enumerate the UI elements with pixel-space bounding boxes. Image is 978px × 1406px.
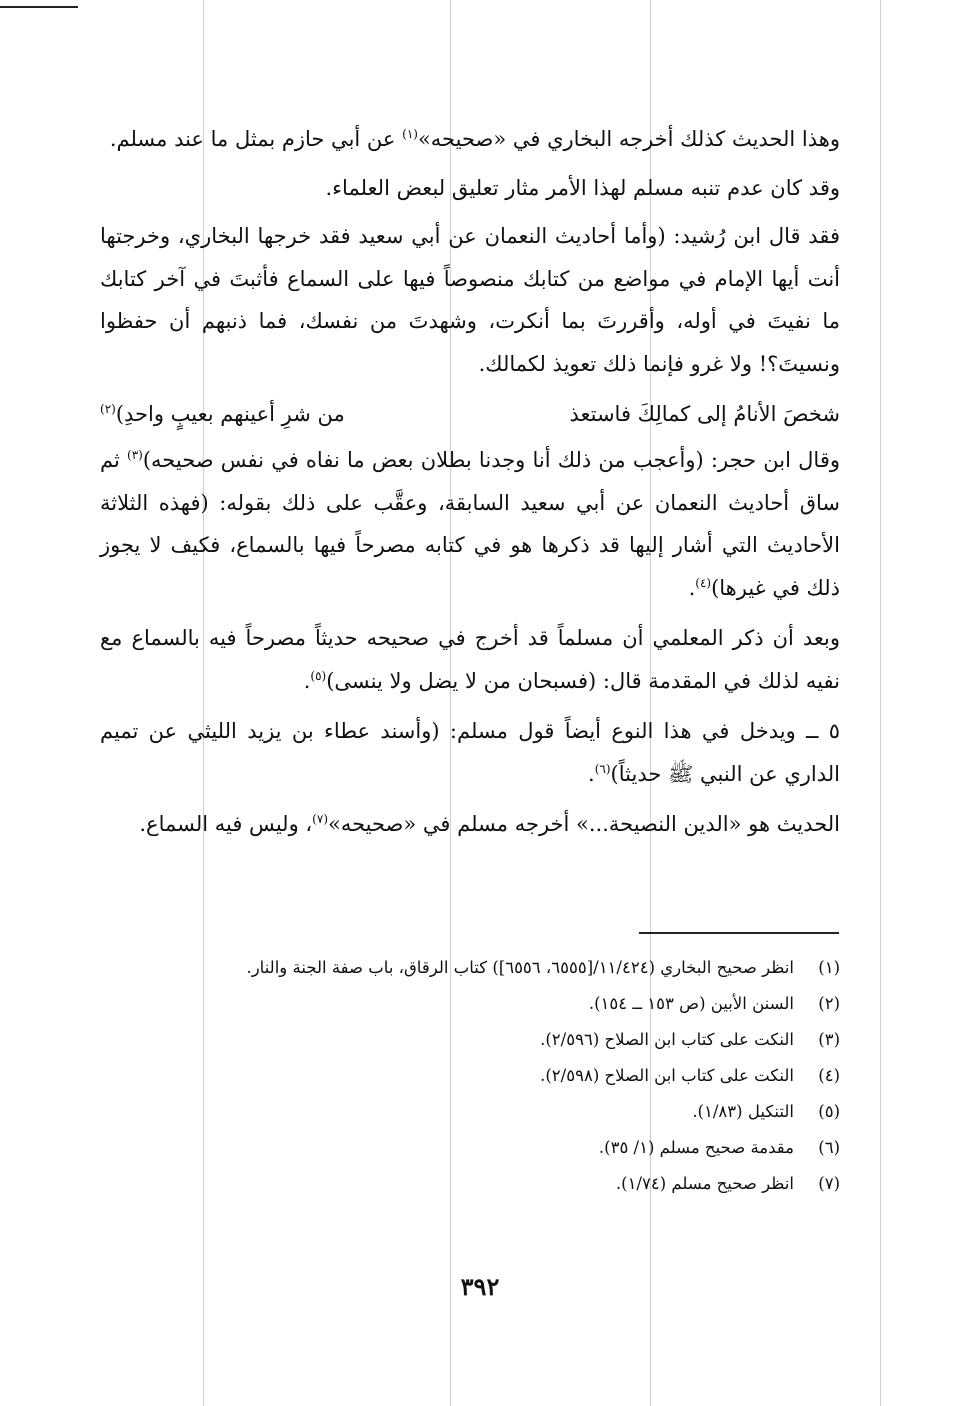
footnote-text: انظر صحيح البخاري (١١/٤٢٤/[٦٥٥٥، ٦٥٥٦]) كتاب الرقاق، باب صفة الجنة والنار. <box>246 958 794 977</box>
verse-first-hemistich: شخصَ الأنامُ إلى كمالِكَ فاستعذ <box>569 402 840 426</box>
paragraph-text: . <box>588 761 595 786</box>
footnote-item <box>100 1022 840 1058</box>
footnote-item <box>100 1166 840 1202</box>
poem-verse <box>100 393 840 435</box>
footnote-ref: (٢) <box>100 402 116 416</box>
footnote-item <box>100 986 840 1022</box>
footnote-text: مقدمة صحيح مسلم (١/ ٣٥). <box>598 1138 794 1157</box>
footnote-number: (٥) <box>818 1102 840 1121</box>
paragraph-text: . <box>303 668 311 693</box>
footnote-ref: (١) <box>402 127 418 141</box>
paragraph-text: وقد كان عدم تنبه مسلم لهذا الأمر مثار تعليق لبعض العلماء. <box>325 175 840 200</box>
footnote-item <box>100 1130 840 1166</box>
paragraph-text: عن أبي حازم بمثل ما عند مسلم. <box>109 127 403 151</box>
footnote-text: السنن الأبين (ص ١٥٣ ــ ١٥٤). <box>588 994 794 1013</box>
footnotes <box>100 950 840 1202</box>
footnote-ref: (٤) <box>695 575 712 590</box>
footnote-number: (٢) <box>818 994 840 1013</box>
scan-guide-line <box>880 0 881 1406</box>
paragraph-text: . <box>688 575 696 600</box>
page-body <box>100 118 840 852</box>
footnote-item <box>100 950 840 986</box>
footnote-number: (٤) <box>818 1066 840 1085</box>
footnote-number: (١) <box>818 958 840 977</box>
footnote-ref: (٣) <box>127 448 143 462</box>
footnote-item <box>100 1058 840 1094</box>
paragraph-7 <box>100 803 840 846</box>
paragraph-4 <box>100 439 840 609</box>
paragraph-3 <box>100 215 840 385</box>
paragraph-text: وقال ابن حجر: (وأعجب من ذلك أنا وجدنا بطلان بعض ما نفاه في نفس صحيحه) <box>142 448 840 472</box>
verse-text: من شرِ أعينهم بعيبٍ واحدِ) <box>115 402 345 426</box>
paragraph-text: وبعد أن ذكر المعلمي أن مسلماً قد أخرج في صحيحه حديثاً مصرحاً فيه بالسماع مع نفيه لذلك في المقدمة قال: (فسبحان من لا يضل ولا ينسى) <box>100 626 840 693</box>
page-number: ٣٩٢ <box>460 1272 500 1301</box>
footnote-number: (٧) <box>818 1174 840 1193</box>
footnote-ref: (٦) <box>594 761 611 776</box>
paragraph-5 <box>100 617 840 702</box>
footnote-text: التنكيل (١/٨٣). <box>692 1102 794 1121</box>
paragraph-text: فقد قال ابن رُشيد: (وأما أحاديث النعمان عن أبي سعيد فقد خرجها البخاري، وخرجتها أنت أيها الإمام في مواضع من كتابك منصوصاً فيها على السماع فأثبتَ في آخر كتابك ما نفيتَ في أوله، وأقررتَ بما أنكرت، وشهدتَ من نفسك، فما ذنبهم أن حفظوا ونسيتَ؟! ولا غرو فإنما ذلك تعويذ لكمالك. <box>100 224 840 376</box>
footnote-number: (٦) <box>818 1138 840 1157</box>
paragraph-text: ٥ ــ ويدخل في هذا النوع أيضاً قول مسلم: (وأسند عطاء بن يزيد الليثي عن تميم الداري عن النبي ﷺ حديثاً) <box>100 719 840 786</box>
footnote-item <box>100 1094 840 1130</box>
footnote-separator <box>639 932 839 934</box>
footnote-text: النكت على كتاب ابن الصلاح (٢/٥٩٨). <box>540 1066 794 1085</box>
footnote-text: انظر صحيح مسلم (١/٧٤). <box>615 1174 794 1193</box>
paragraph-1 <box>100 118 840 161</box>
footnote-ref: (٧) <box>312 812 328 826</box>
paragraph-text: الحديث هو «الدين النصيحة...» أخرجه مسلم في «صحيحه» <box>328 812 840 836</box>
footnote-ref: (٥) <box>310 668 327 683</box>
footnote-text: النكت على كتاب ابن الصلاح (٢/٥٩٦). <box>540 1030 794 1049</box>
paragraph-2 <box>100 167 840 210</box>
footnote-number: (٣) <box>818 1030 840 1049</box>
top-rule <box>0 6 78 8</box>
paragraph-6 <box>100 710 840 795</box>
paragraph-text: ، وليس فيه السماع. <box>139 812 313 836</box>
paragraph-text: ثم ساق أحاديث النعمان عن أبي سعيد السابقة، وعقَّب على ذلك بقوله: (فهذه الثلاثة الأحاديث التي أشار إليها قد ذكرها هو في كتابه مصرحاً فيها بالسماع، فكيف لا يجوز ذلك في غيرها) <box>100 448 840 600</box>
verse-second-hemistich <box>100 393 345 435</box>
paragraph-text: وهذا الحديث كذلك أخرجه البخاري في «صحيحه» <box>417 127 840 151</box>
